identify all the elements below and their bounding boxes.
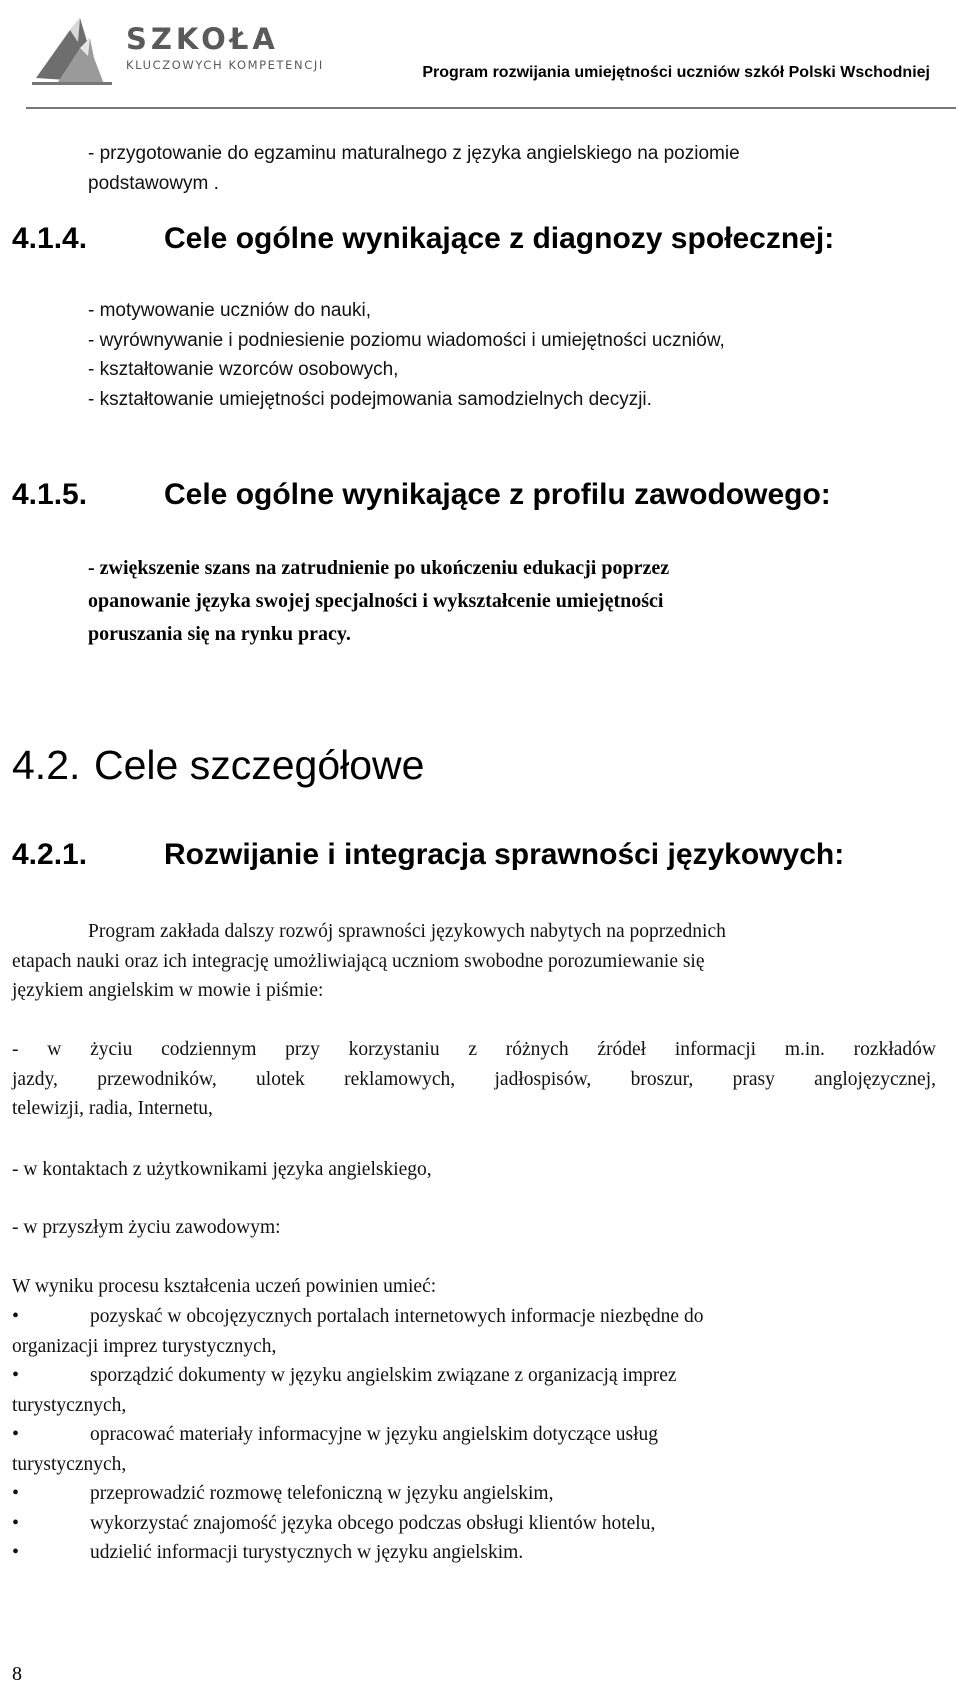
logo-name: SZKOŁA [126,22,279,56]
bullet-icon: • [12,1541,20,1563]
list-item-text: sporządzić dokumenty w języku angielskim związane z organizacją imprez [90,1365,677,1386]
section-heading-421 [12,838,952,878]
section-415-paragraph [88,552,669,651]
page-number: 8 [12,1663,22,1685]
list-item-text: pozyskać w obcojęzycznych portalach internetowych informacje niezbędne do [90,1306,704,1327]
paragraph-line: - zwiększenie szans na zatrudnienie po ukończeniu edukacji poprzez [88,557,670,579]
list-item-text: przeprowadzić rozmowę telefoniczną w języku angielskim, [90,1483,554,1504]
section-heading-415 [12,478,952,518]
section-heading-42 [12,742,612,792]
section-title: Cele szczegółowe [94,742,425,788]
list-item: - wyrównywanie i podniesienie poziomu wiadomości i umiejętności uczniów, [88,329,725,351]
header-divider [26,107,956,109]
program-title: Program rozwijania umiejętności uczniów szkół Polski Wschodniej [422,64,930,81]
intro-line: - przygotowanie do egzaminu maturalnego z języka angielskiego na poziomie [88,143,740,164]
list-item [12,1538,942,1568]
section-421-intro [12,917,936,1006]
list-item [12,1361,942,1421]
page-header [0,0,960,112]
section-number: 4.2. [12,742,81,788]
paragraph-line: opanowanie języka swojej specjalności i wykształcenie umiejętności [88,590,664,612]
outcomes-intro: W wyniku procesu kształcenia uczeń powinien umieć: [12,1276,437,1297]
paragraph-line: Program zakłada dalszy rozwój sprawności językowych nabytych na poprzednich [88,921,726,942]
list-item-continuation: organizacji imprez turystycznych, [12,1335,277,1357]
paragraph-line: jazdy, przewodników, ulotek reklamowych, jadłospisów, broszur, prasy anglojęzycznej, [12,1068,936,1090]
paragraph-line: etapach nauki oraz ich integrację umożliwiającą uczniom swobodne porozumiewanie się [12,950,705,972]
section-title: Rozwijanie i integracja sprawności językowych: [164,838,845,871]
list-item: - kształtowanie wzorców osobowych, [88,359,399,380]
context-professional-life: - w przyszłym życiu zawodowym: [12,1217,281,1238]
list-item [12,1509,942,1539]
list-item: - kształtowanie umiejętności podejmowania samodzielnych decyzji. [88,388,652,410]
section-number: 4.1.5. [12,478,88,511]
list-item [12,1302,942,1362]
list-item-text: wykorzystać znajomość języka obcego podczas obsługi klientów hotelu, [90,1512,656,1534]
paragraph-line: telewizji, radia, Internetu, [12,1098,213,1119]
list-item [12,1420,942,1480]
list-item-text: opracować materiały informacyjne w języku angielskim dotyczące usług [90,1424,658,1445]
section-title: Cele ogólne wynikające z profilu zawodowego: [164,478,831,511]
section-heading-414 [12,222,952,262]
list-item: - motywowanie uczniów do nauki, [88,300,372,321]
intro-line: podstawowym . [88,172,219,194]
context-daily-life [12,1035,936,1124]
context-native-speakers: - w kontaktach z użytkownikami języka angielskiego, [12,1159,432,1180]
section-number: 4.1.4. [12,222,88,255]
bullet-icon: • [12,1305,20,1327]
list-item-continuation: turystycznych, [12,1453,127,1475]
intro-paragraph [88,139,740,198]
list-item-text: udzielić informacji turystycznych w języku angielskim. [90,1542,524,1563]
paragraph-line: językiem angielskim w mowie i piśmie: [12,980,324,1001]
list-item [12,1479,942,1509]
bullet-icon: • [12,1423,20,1445]
logo-tagline: KLUCZOWYCH KOMPETENCJI [126,58,324,72]
section-number: 4.2.1. [12,838,88,871]
paragraph-line: poruszania się na rynku pracy. [88,623,351,645]
outcomes-list [12,1302,942,1602]
list-item-continuation: turystycznych, [12,1394,127,1416]
section-414-list [88,296,725,414]
paragraph-line: - w życiu codziennym przy korzystaniu z różnych źródeł informacji m.in. rozkładów [12,1039,936,1060]
school-logo-icon [28,8,118,90]
bullet-icon: • [12,1364,20,1386]
bullet-icon: • [12,1511,20,1534]
bullet-icon: • [12,1482,20,1504]
section-title: Cele ogólne wynikające z diagnozy społecznej: [164,222,835,255]
